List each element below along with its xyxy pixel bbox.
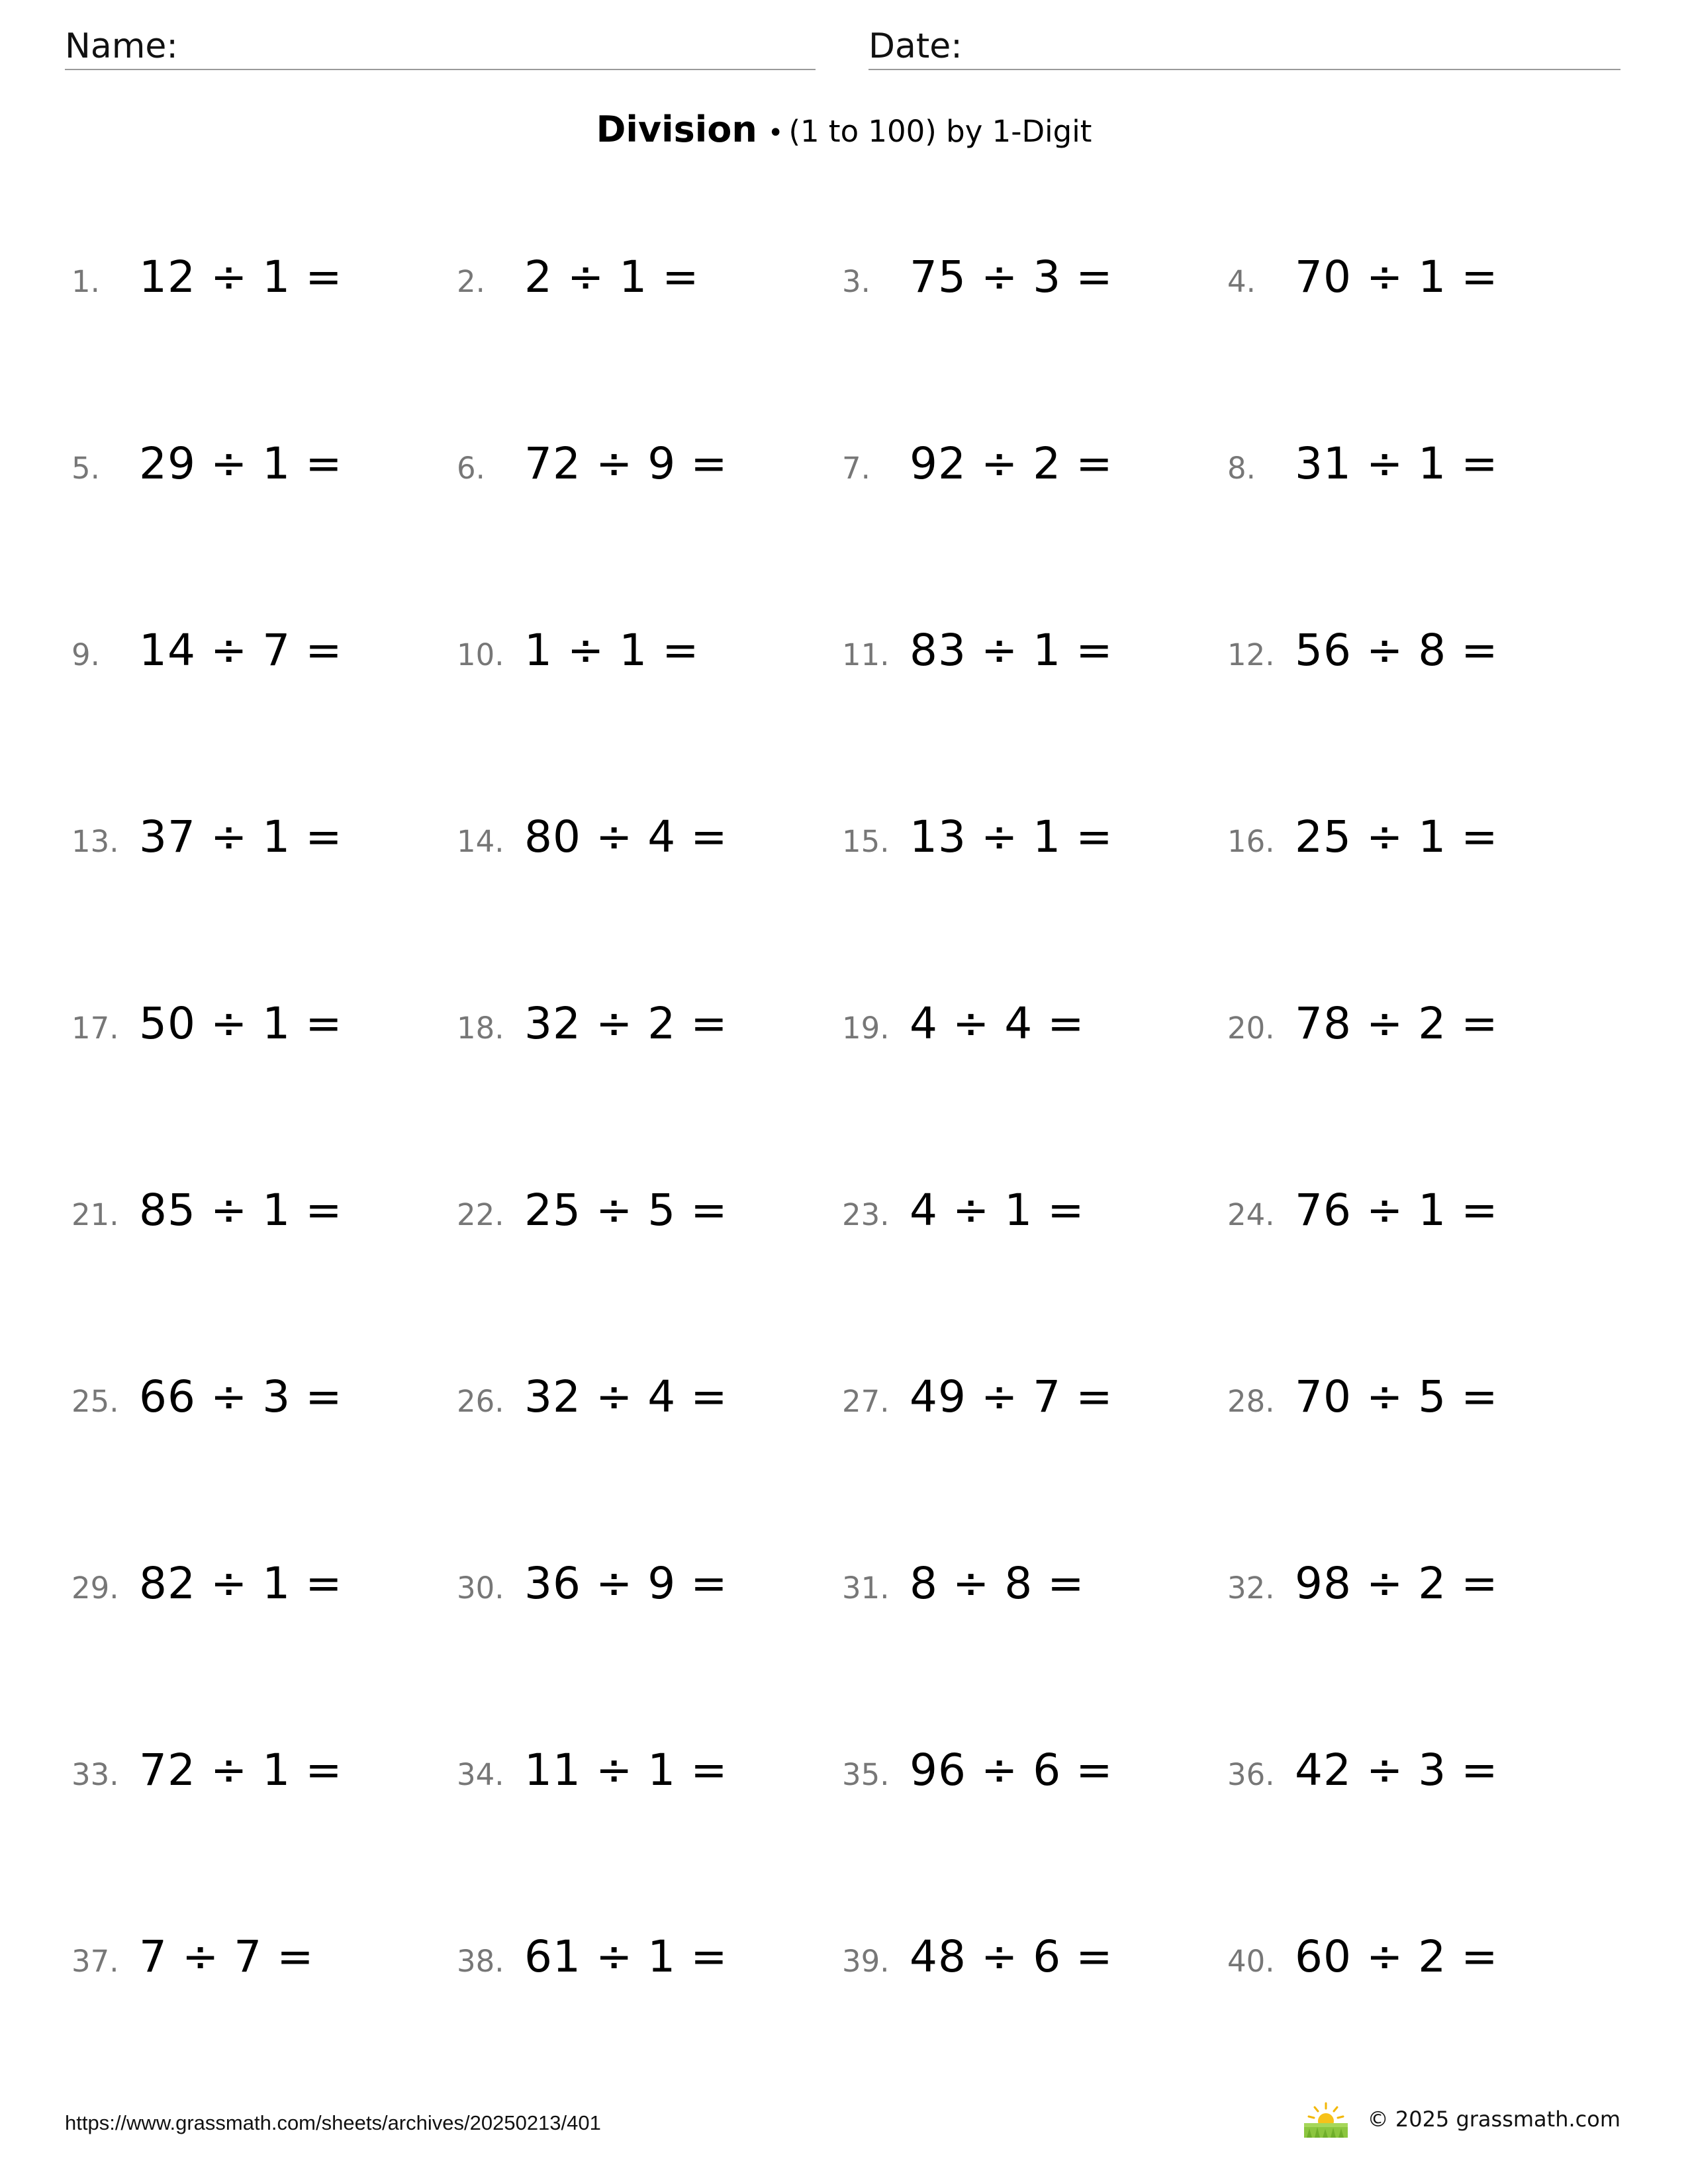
problem-number: 15. (842, 824, 890, 859)
problem-number: 30. (457, 1570, 504, 1606)
problem-expression: 32 ÷ 4 = (524, 1371, 728, 1422)
problem-item (71, 1558, 343, 1624)
problem-number: 38. (457, 1944, 504, 1979)
problem-number: 24. (1227, 1197, 1275, 1232)
problems-grid (71, 251, 1620, 2138)
problem-item (457, 1371, 728, 1437)
problem-number: 9. (71, 637, 100, 672)
problem-expression: 11 ÷ 1 = (524, 1745, 728, 1796)
problem-item (457, 811, 728, 878)
problem-number: 26. (457, 1384, 504, 1419)
problem-number: 27. (842, 1384, 890, 1419)
problem-number: 22. (457, 1197, 504, 1232)
problem-item (1227, 998, 1499, 1064)
problem-item (842, 1745, 1113, 1811)
problem-item (71, 1185, 343, 1251)
problem-item (842, 1371, 1113, 1437)
footer-branding (1300, 2099, 1620, 2139)
problem-number: 20. (1227, 1011, 1275, 1046)
problem-item (457, 1185, 728, 1251)
problem-expression: 70 ÷ 5 = (1295, 1371, 1499, 1422)
problem-item (457, 438, 728, 504)
problem-expression: 82 ÷ 1 = (139, 1558, 343, 1609)
problem-expression: 49 ÷ 7 = (910, 1371, 1113, 1422)
problem-item (842, 811, 1113, 878)
problem-number: 18. (457, 1011, 504, 1046)
problem-number: 3. (842, 264, 870, 299)
problem-item (457, 251, 700, 318)
problem-number: 1. (71, 264, 100, 299)
problem-expression: 42 ÷ 3 = (1295, 1745, 1499, 1796)
problem-item (1227, 1371, 1499, 1437)
problem-number: 17. (71, 1011, 119, 1046)
problem-number: 39. (842, 1944, 890, 1979)
problem-number: 8. (1227, 451, 1256, 486)
date-label: Date: (868, 26, 962, 66)
problem-item (842, 1558, 1085, 1624)
problem-expression: 37 ÷ 1 = (139, 811, 343, 862)
problem-item (71, 1745, 343, 1811)
problem-expression: 76 ÷ 1 = (1295, 1185, 1499, 1236)
problem-number: 25. (71, 1384, 119, 1419)
problem-item (71, 438, 343, 504)
problem-number: 37. (71, 1944, 119, 1979)
problem-number: 36. (1227, 1757, 1275, 1792)
problem-expression: 48 ÷ 6 = (910, 1931, 1113, 1982)
problem-number: 11. (842, 637, 890, 672)
problem-item (842, 251, 1113, 318)
problem-number: 29. (71, 1570, 119, 1606)
problem-expression: 12 ÷ 1 = (139, 251, 343, 302)
problem-expression: 25 ÷ 1 = (1295, 811, 1499, 862)
problem-expression: 36 ÷ 9 = (524, 1558, 728, 1609)
problem-item (842, 998, 1085, 1064)
problem-number: 14. (457, 824, 504, 859)
problem-item (842, 1931, 1113, 1997)
problem-expression: 72 ÷ 9 = (524, 438, 728, 489)
problem-expression: 75 ÷ 3 = (910, 251, 1113, 302)
problem-number: 6. (457, 451, 485, 486)
problem-number: 28. (1227, 1384, 1275, 1419)
problem-number: 31. (842, 1570, 890, 1606)
problem-number: 13. (71, 824, 119, 859)
problem-item (1227, 251, 1499, 318)
problem-expression: 25 ÷ 5 = (524, 1185, 728, 1236)
problem-number: 21. (71, 1197, 119, 1232)
problem-item (842, 625, 1113, 691)
problem-item (1227, 1745, 1499, 1811)
title-separator: • (767, 118, 784, 148)
problem-expression: 32 ÷ 2 = (524, 998, 728, 1049)
copyright-text: © 2025 grassmath.com (1367, 2107, 1620, 2132)
problem-item (457, 1931, 728, 1997)
problem-item (1227, 438, 1499, 504)
problem-item (842, 1185, 1085, 1251)
problem-item (1227, 1185, 1499, 1251)
problem-expression: 4 ÷ 4 = (910, 998, 1085, 1049)
name-field[interactable] (65, 24, 816, 70)
problem-expression: 83 ÷ 1 = (910, 625, 1113, 676)
problem-item (71, 251, 343, 318)
problem-item (457, 625, 700, 691)
title-subtitle: (1 to 100) by 1-Digit (788, 114, 1092, 149)
problem-expression: 78 ÷ 2 = (1295, 998, 1499, 1049)
problem-expression: 70 ÷ 1 = (1295, 251, 1499, 302)
problem-item (71, 811, 343, 878)
problem-number: 4. (1227, 264, 1256, 299)
name-label: Name: (65, 26, 178, 66)
footer-url: https://www.grassmath.com/sheets/archives/20250213/401 (65, 2111, 601, 2134)
problem-expression: 2 ÷ 1 = (524, 251, 700, 302)
problem-number: 34. (457, 1757, 504, 1792)
problem-item (457, 1558, 728, 1624)
problem-number: 12. (1227, 637, 1275, 672)
problem-expression: 56 ÷ 8 = (1295, 625, 1499, 676)
problem-expression: 4 ÷ 1 = (910, 1185, 1085, 1236)
problem-item (1227, 1558, 1499, 1624)
problem-item (71, 1931, 314, 1997)
problem-item (1227, 1931, 1499, 1997)
problem-expression: 85 ÷ 1 = (139, 1185, 343, 1236)
problem-item (842, 438, 1113, 504)
problem-expression: 72 ÷ 1 = (139, 1745, 343, 1796)
problem-expression: 61 ÷ 1 = (524, 1931, 728, 1982)
problem-number: 32. (1227, 1570, 1275, 1606)
grass-sun-logo-icon (1300, 2099, 1352, 2139)
problem-expression: 8 ÷ 8 = (910, 1558, 1085, 1609)
problem-number: 16. (1227, 824, 1275, 859)
problem-number: 7. (842, 451, 870, 486)
problem-expression: 98 ÷ 2 = (1295, 1558, 1499, 1609)
problem-expression: 50 ÷ 1 = (139, 998, 343, 1049)
problem-expression: 60 ÷ 2 = (1295, 1931, 1499, 1982)
problem-number: 35. (842, 1757, 890, 1792)
problem-expression: 13 ÷ 1 = (910, 811, 1113, 862)
problem-item (1227, 811, 1499, 878)
problem-expression: 1 ÷ 1 = (524, 625, 700, 676)
problem-number: 19. (842, 1011, 890, 1046)
problem-item (457, 998, 728, 1064)
problem-item (71, 1371, 343, 1437)
problem-expression: 66 ÷ 3 = (139, 1371, 343, 1422)
title-main: Division (596, 109, 757, 150)
problem-expression: 31 ÷ 1 = (1295, 438, 1499, 489)
problem-number: 40. (1227, 1944, 1275, 1979)
problem-item (71, 998, 343, 1064)
problem-expression: 7 ÷ 7 = (139, 1931, 314, 1982)
problem-item (71, 625, 343, 691)
problem-item (1227, 625, 1499, 691)
problem-number: 5. (71, 451, 100, 486)
problem-number: 33. (71, 1757, 119, 1792)
problem-expression: 14 ÷ 7 = (139, 625, 343, 676)
problem-expression: 96 ÷ 6 = (910, 1745, 1113, 1796)
problem-number: 23. (842, 1197, 890, 1232)
problem-number: 10. (457, 637, 504, 672)
problem-expression: 92 ÷ 2 = (910, 438, 1113, 489)
problem-expression: 80 ÷ 4 = (524, 811, 728, 862)
problem-expression: 29 ÷ 1 = (139, 438, 343, 489)
date-field[interactable] (868, 24, 1620, 70)
problem-item (457, 1745, 728, 1811)
worksheet-title (0, 106, 1688, 162)
problem-number: 2. (457, 264, 485, 299)
